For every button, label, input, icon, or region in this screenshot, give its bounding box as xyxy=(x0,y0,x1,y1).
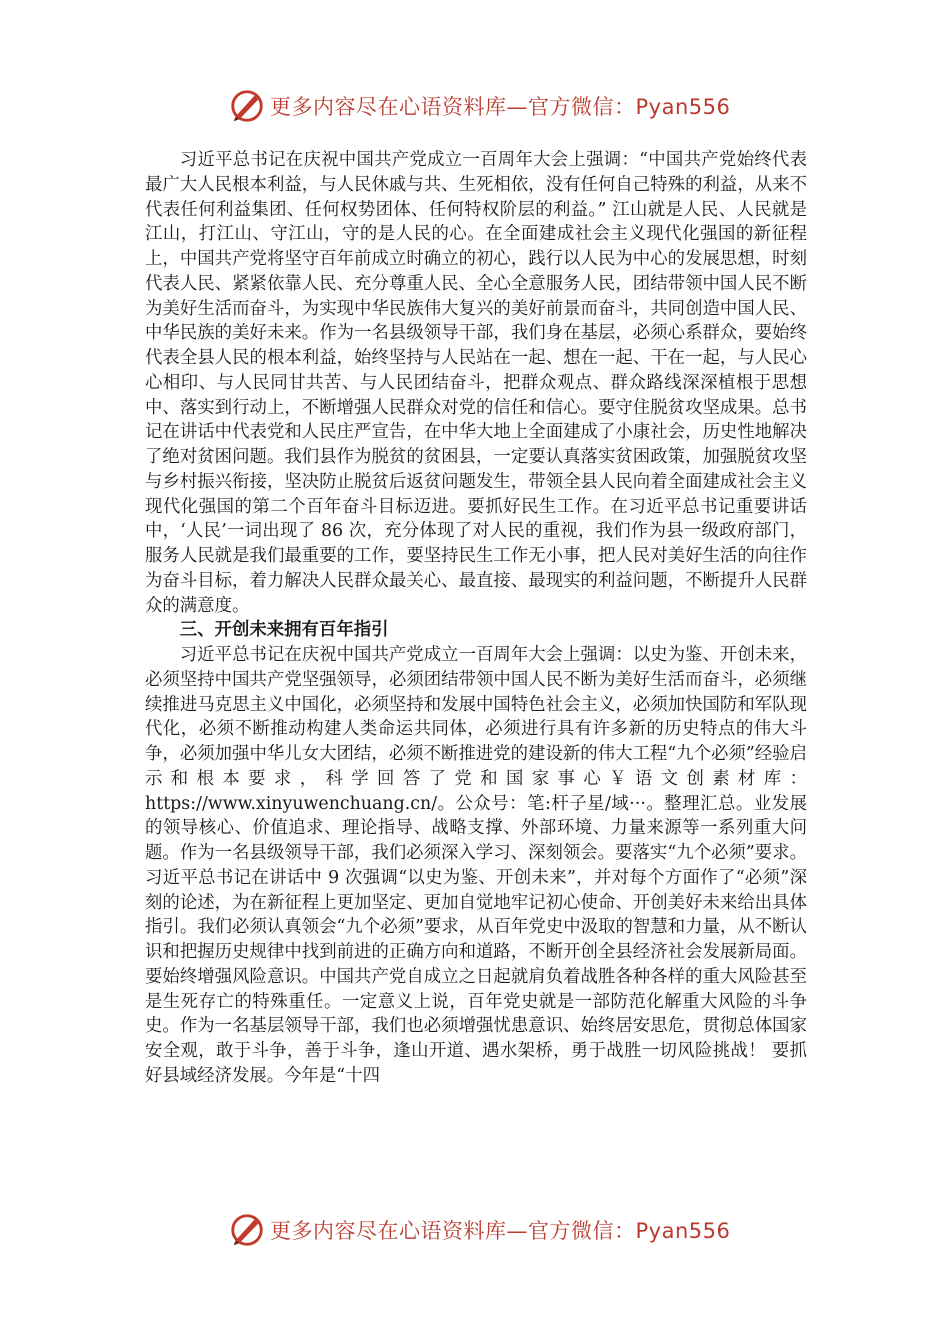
document-body xyxy=(145,148,807,1089)
banner-text: 更多内容尽在心语资料库—官方微信：Pyan556 xyxy=(270,1219,731,1243)
footer-banner xyxy=(228,1210,730,1250)
header-banner xyxy=(228,86,730,126)
banner-text: 更多内容尽在心语资料库—官方微信：Pyan556 xyxy=(270,95,731,119)
pen-logo-icon xyxy=(228,1211,266,1249)
paragraph-1: 习近平总书记在庆祝中国共产党成立一百周年大会上强调：“中国共产党始终代表最广大人民根本利益，与人民休戚与共、生死相依，没有任何自己特殊的利益，从来不代表任何利益集团、任何权势团体、任何特权阶层的利益。” 江山就是人民、人民就是江山，打江山、守江山，守的是人民的心。在全面建成社会主义现代化强国的新征程上，中国共产党将坚守百年前成立时确立的初心，践行以人民为中心的发展思想，时刻代表人民、紧紧依靠人民、充分尊重人民、全心全意服务人民，团结带领中国人民不断为美好生活而奋斗，为实现中华民族伟大复兴的美好前景而奋斗，共同创造中国人民、中华民族的美好未来。作为一名县级领导干部，我们身在基层，必须心系群众，要始终代表全县人民的根本利益，始终坚持与人民站在一起、想在一起、干在一起，与人民心心相印、与人民同甘共苦、与人民团结奋斗，把群众观点、群众路线深深植根于思想中、落实到行动上，不断增强人民群众对党的信任和信心。要守住脱贫攻坚成果。总书记在讲话中代表党和人民庄严宣告，在中华大地上全面建成了小康社会，历史性地解决了绝对贫困问题。我们县作为脱贫的贫困县，一定要认真落实贫困政策，加强脱贫攻坚与乡村振兴衔接，坚决防止脱贫后返贫问题发生，带领全县人民向着全面建成社会主义现代化强国的第二个百年奋斗目标迈进。要抓好民生工作。在习近平总书记重要讲话中，‘人民’一词出现了 86 次，充分体现了对人民的重视，我们作为县一级政府部门，服务人民就是我们最重要的工作，要坚持民生工作无小事，把人民对美好生活的向往作为奋斗目标，着力解决人民群众最关心、最直接、最现实的利益问题，不断提升人民群众的满意度。 xyxy=(145,150,807,616)
paragraph-2: 习近平总书记在庆祝中国共产党成立一百周年大会上强调：以史为鉴、开创未来，必须坚持中国共产党坚强领导，必须团结带领中国人民不断为美好生活而奋斗，必须继续推进马克思主义中国化，必须坚持和发展中国特色社会主义，必须加快国防和军队现代化，必须不断推动构建人类命运共同体，必须进行具有许多新的历史特点的伟大斗争，必须加强中华儿女大团结，必须不断推进党的建设新的伟大工程“九个必须”经验启示和根本要求，科学回答了党和国家事心￥语文创素材库：https://www.xinyuwenchuang.cn/。公众号：笔:杆子星/域···。整理汇总。业发展的领导核心、价值追求、理论指导、战略支撑、外部环境、力量来源等一系列重大问题。作为一名县级领导干部，我们必须深入学习、深刻领会。要落实“九个必须”要求。习近平总书记在讲话中 9 次强调“以史为鉴、开创未来”，并对每个方面作了“必须”深刻的论述，为在新征程上更加坚定、更加自觉地牢记初心使命、开创美好未来给出具体指引。我们必须认真领会“九个必须”要求，从百年党史中汲取的智慧和力量，从不断认识和把握历史规律中找到前进的正确方向和道路，不断开创全县经济社会发展新局面。要始终增强风险意识。中国共产党自成立之日起就肩负着战胜各种各样的重大风险甚至是生死存亡的特殊重任。一定意义上说，百年党史就是一部防范化解重大风险的斗争史。作为一名基层领导干部，我们也必须增强忧患意识、始终居安思危，贯彻总体国家安全观，敢于斗争，善于斗争，逢山开道、遇水架桥，勇于战胜一切风险挑战！ 要抓好县域经济发展。今年是“十四 xyxy=(145,645,807,1086)
section-heading: 三、开创未来拥有百年指引 xyxy=(179,620,389,641)
pen-logo-icon xyxy=(228,87,266,125)
